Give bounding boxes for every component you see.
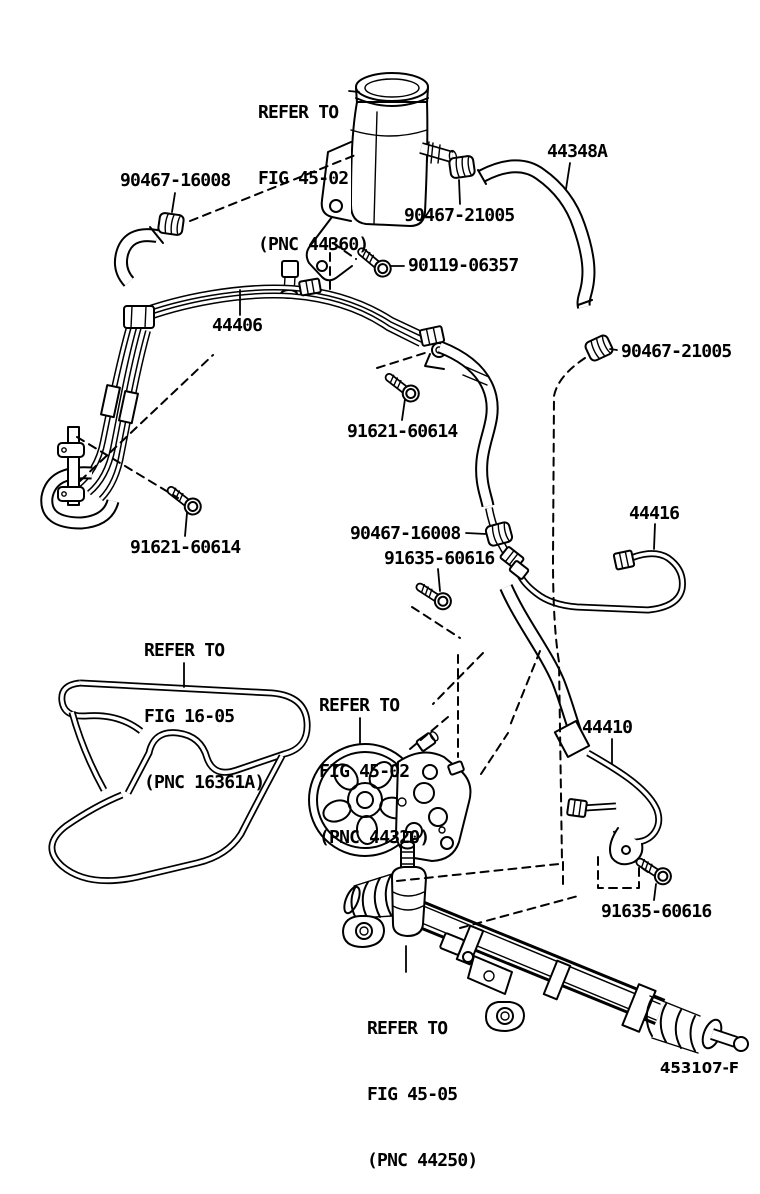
label-44416: 44416 bbox=[629, 503, 680, 524]
tube-44416 bbox=[509, 550, 682, 610]
clamp-90467-21005-upper bbox=[449, 155, 476, 178]
label-line: REFER TO bbox=[367, 1018, 448, 1039]
label-90467-21005-1: 90467-21005 bbox=[404, 205, 515, 226]
label-90119-06357: 90119-06357 bbox=[408, 255, 519, 276]
bolt-91621-60614-mid bbox=[386, 375, 422, 403]
label-line: FIG 45-02 bbox=[258, 168, 349, 189]
label-91635-60616-2: 91635-60616 bbox=[601, 901, 712, 922]
bolt-91635-60616-bottom bbox=[638, 859, 672, 885]
figure-code: 453107-F bbox=[660, 1059, 740, 1077]
label-90467-16008-1: 90467-16008 bbox=[120, 170, 231, 191]
label-91621-60614-2: 91621-60614 bbox=[130, 537, 241, 558]
clamp-90467-16008-mid bbox=[485, 521, 513, 547]
label-line: REFER TO bbox=[144, 640, 225, 661]
label-90467-16008-2: 90467-16008 bbox=[350, 523, 461, 544]
bolt-91621-60614-left bbox=[168, 488, 204, 516]
label-ref-fig16-05-pnc16361a bbox=[144, 596, 264, 816]
label-91621-60614-1: 91621-60614 bbox=[347, 421, 458, 442]
label-ref-fig45-02-pnc44360 bbox=[258, 58, 368, 278]
clamp-90467-21005-lower bbox=[584, 334, 614, 362]
label-44410: 44410 bbox=[582, 717, 633, 738]
label-line: (PNC 44250) bbox=[367, 1150, 478, 1171]
label-line: REFER TO bbox=[258, 102, 339, 123]
label-line: (PNC 44320) bbox=[319, 827, 430, 848]
label-line: REFER TO bbox=[319, 695, 400, 716]
tube-assy-44406 bbox=[47, 212, 446, 523]
label-ref-fig45-05-pnc44250 bbox=[367, 974, 477, 1194]
bolt-91635-60616-mid bbox=[418, 584, 452, 610]
label-ref-fig45-02-pnc44320 bbox=[319, 651, 429, 871]
label-91635-60616-1: 91635-60616 bbox=[384, 548, 495, 569]
label-line: FIG 45-02 bbox=[319, 761, 410, 782]
hose-44348a bbox=[478, 166, 592, 307]
label-line: (PNC 44360) bbox=[258, 234, 369, 255]
label-44348a: 44348A bbox=[547, 141, 608, 162]
label-line: (PNC 16361A) bbox=[144, 772, 265, 793]
label-line: FIG 45-05 bbox=[367, 1084, 458, 1105]
label-44406: 44406 bbox=[212, 315, 263, 336]
label-90467-21005-2: 90467-21005 bbox=[621, 341, 732, 362]
label-line: FIG 16-05 bbox=[144, 706, 235, 727]
